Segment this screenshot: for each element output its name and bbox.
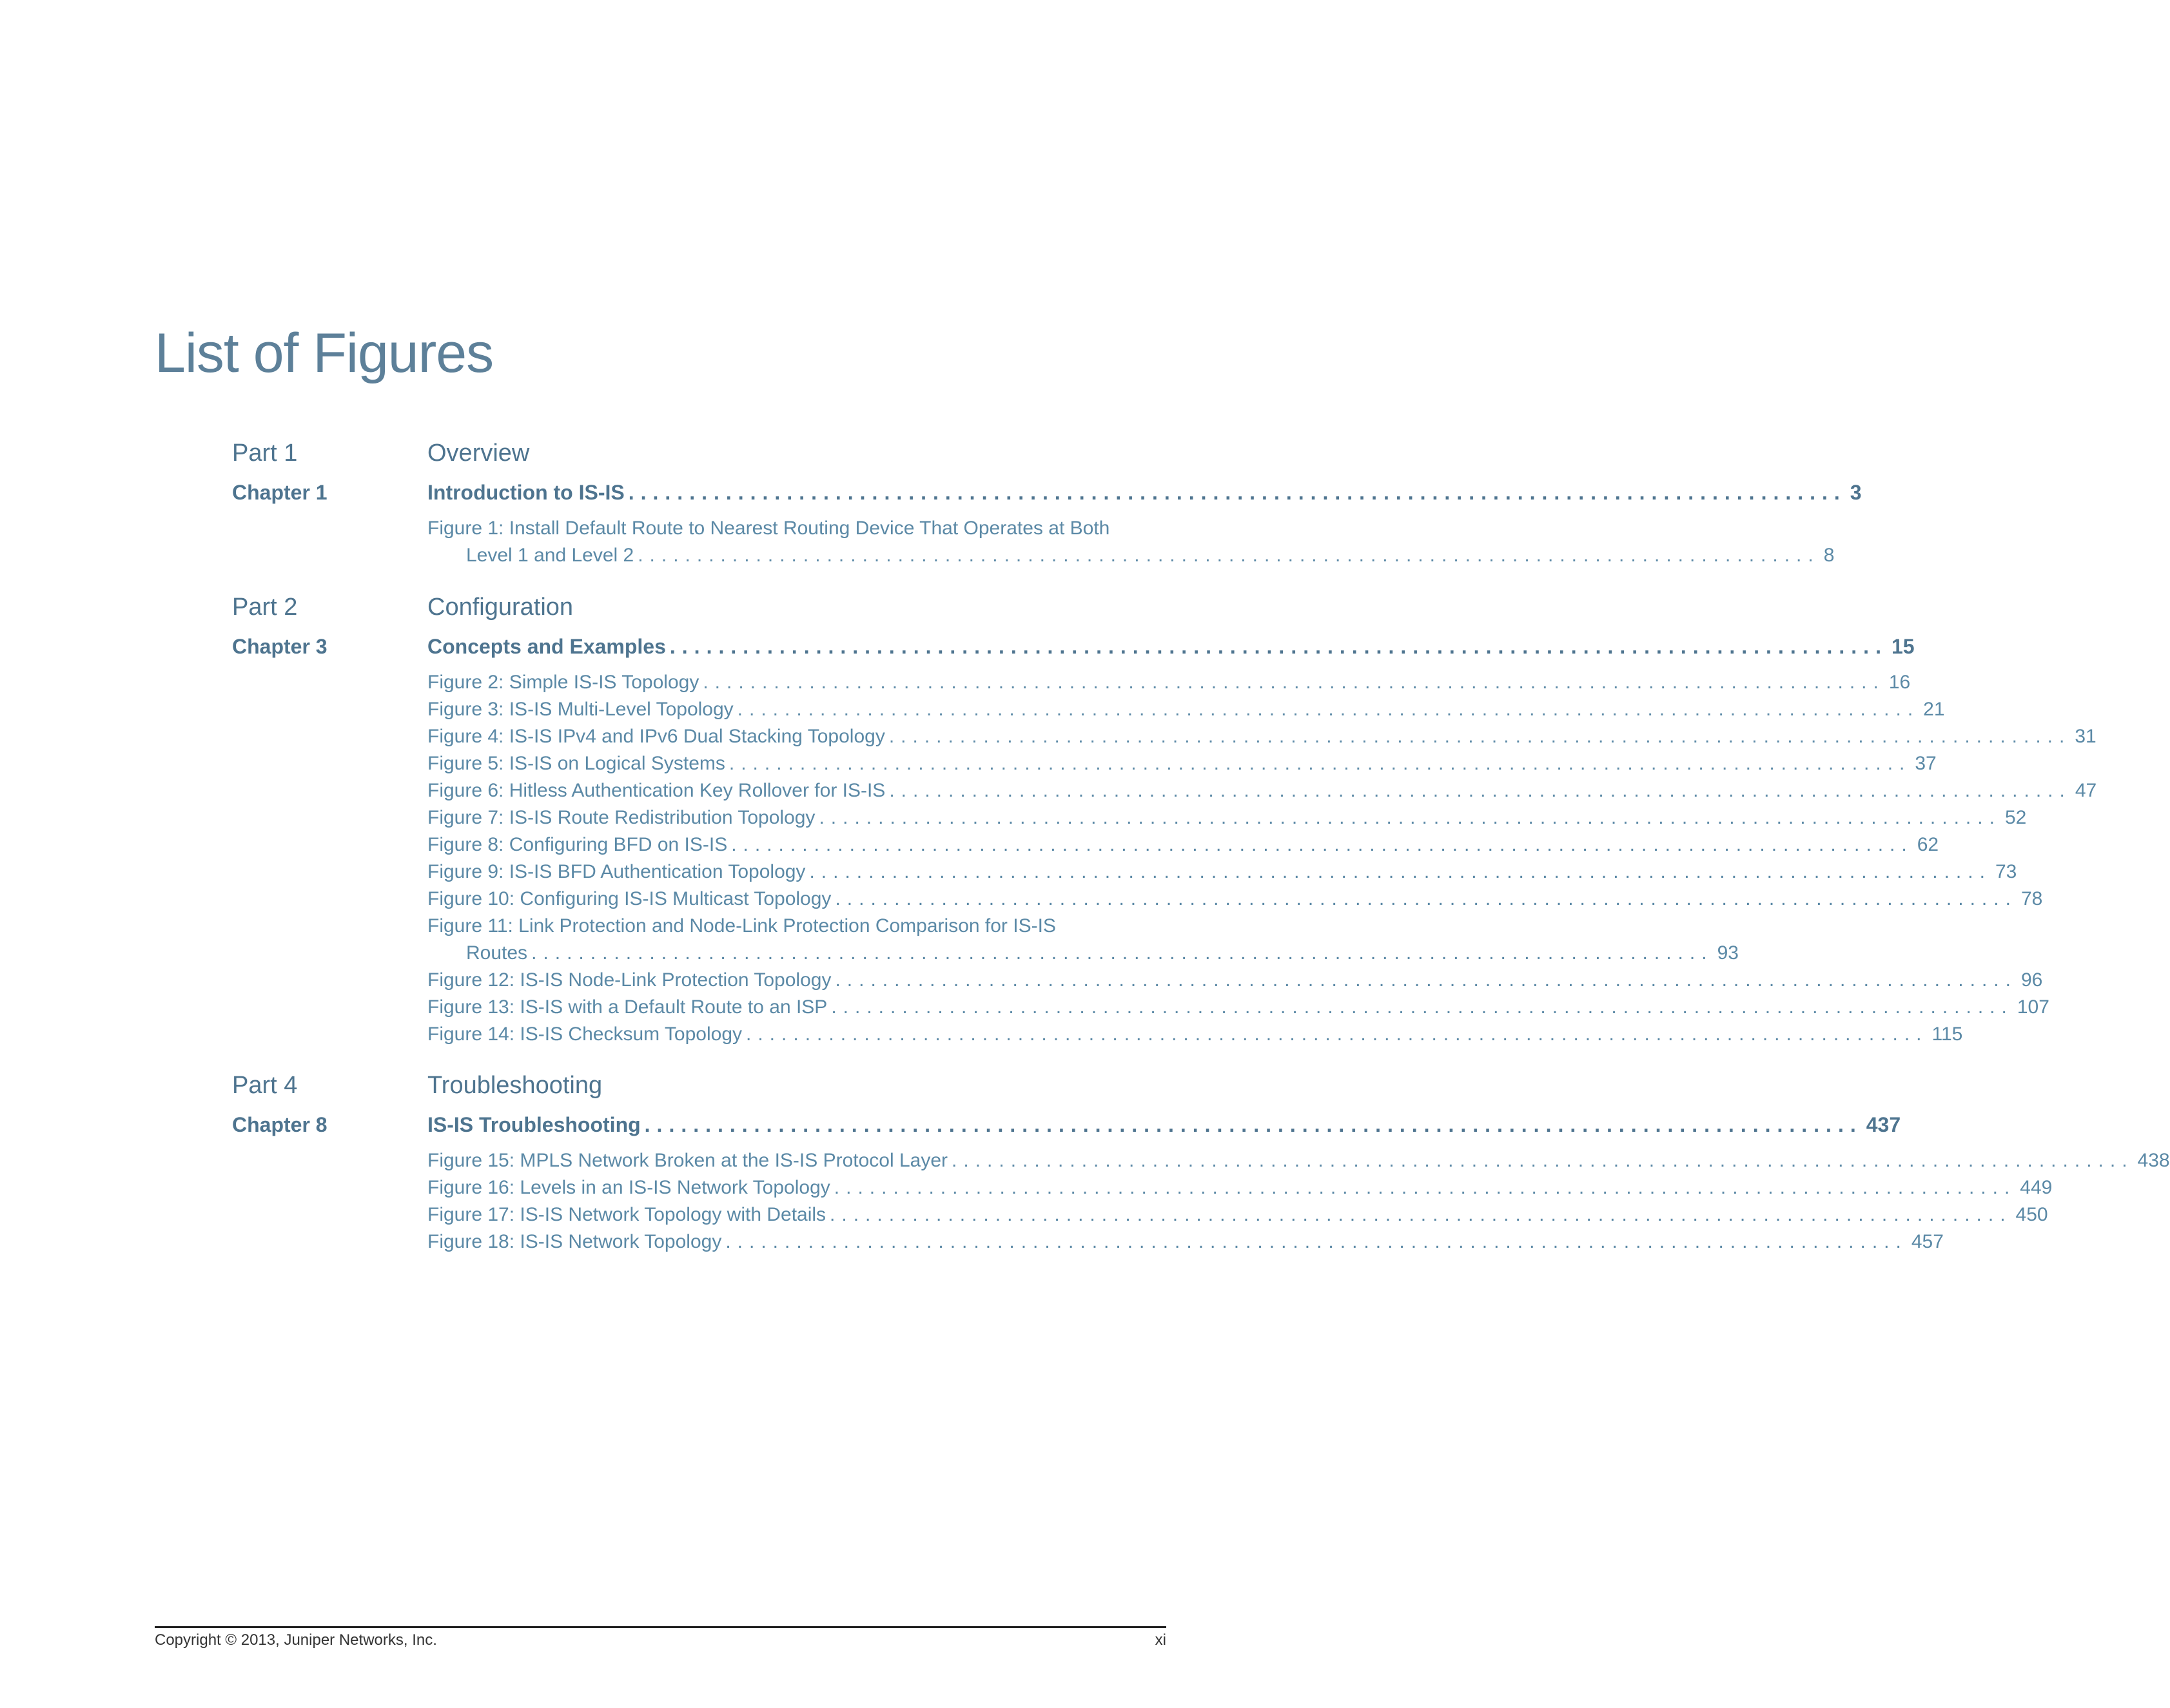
page-number: 15 (1891, 635, 1915, 658)
toc-entry-figure[interactable] (427, 1204, 2048, 1225)
part-label: Part 4 (232, 1072, 298, 1099)
toc-entry-figure[interactable] (427, 726, 2097, 747)
dot-leader: .................................................................................................... (703, 672, 1885, 693)
figure-label: Figure 6: Hitless Authentication Key Rollover for IS-IS (427, 780, 886, 801)
figure-label: Figure 13: IS-IS with a Default Route to an ISP (427, 996, 828, 1018)
toc-entry-figure[interactable] (427, 753, 1937, 774)
page-number: 115 (1931, 1024, 1963, 1045)
page-number: 438 (2137, 1150, 2170, 1171)
figure-label: Figure 16: Levels in an IS-IS Network Topology (427, 1177, 830, 1198)
dot-leader: .................................................................................................... (746, 1024, 1928, 1045)
toc-entry-figure[interactable] (427, 699, 1945, 720)
page-number: 21 (1923, 699, 1945, 720)
toc-entry-figure[interactable] (427, 807, 2027, 828)
page-number: 450 (2015, 1204, 2048, 1225)
page-number: 107 (2017, 996, 2049, 1018)
footer-rule (155, 1626, 1166, 1628)
figure-label: Figure 12: IS-IS Node-Link Protection Topology (427, 969, 832, 991)
footer-copyright: Copyright © 2013, Juniper Networks, Inc. (155, 1631, 437, 1649)
dot-leader: .................................................................................................... (819, 807, 2001, 828)
dot-leader: .................................................................................................... (834, 1177, 2017, 1198)
dot-leader: .................................................................................................... (835, 888, 2017, 909)
page-number: 37 (1915, 753, 1937, 774)
dot-leader: .................................................................................................... (952, 1150, 2134, 1171)
part-label: Part 1 (232, 440, 298, 467)
dot-leader: .................................................................................................... (638, 545, 1820, 566)
figure-entry-line1[interactable]: Figure 1: Install Default Route to Nearest Routing Device That Operates at Both (427, 518, 1110, 539)
part-title: Troubleshooting (427, 1072, 603, 1099)
figure-label: Figure 2: Simple IS-IS Topology (427, 672, 699, 693)
dot-leader: .................................................................................................... (669, 635, 1888, 658)
toc-entry-figure[interactable] (427, 1231, 1944, 1252)
dot-leader: .................................................................................................... (737, 699, 1920, 720)
dot-leader: .................................................................................................... (835, 969, 2017, 991)
page-number: 52 (2004, 807, 2027, 828)
part-title: Overview (427, 440, 530, 467)
dot-leader: .................................................................................................... (830, 1204, 2012, 1225)
toc-entry-figure[interactable] (427, 834, 1939, 855)
figure-label: Figure 14: IS-IS Checksum Topology (427, 1024, 743, 1045)
page-number: 3 (1850, 481, 1862, 504)
dot-leader: .................................................................................................... (831, 996, 2013, 1018)
figure-label: Figure 17: IS-IS Network Topology with Details (427, 1204, 826, 1225)
dot-leader: .................................................................................................... (889, 780, 2071, 801)
part-label: Part 2 (232, 594, 298, 621)
dot-leader: .................................................................................................... (644, 1113, 1862, 1136)
page-title: List of Figures (155, 322, 494, 384)
toc-entry-figure[interactable] (466, 545, 1835, 566)
page-number: 8 (1823, 545, 1835, 566)
footer-page-number: xi (1155, 1631, 1166, 1649)
dot-leader: .................................................................................................... (725, 1231, 1908, 1252)
chapter-title: Introduction to IS-IS (427, 481, 625, 504)
page-number: 73 (1995, 861, 2017, 882)
page-number: 16 (1888, 672, 1911, 693)
toc-entry-figure[interactable] (427, 1024, 1963, 1045)
figure-label: Figure 15: MPLS Network Broken at the IS-IS Protocol Layer (427, 1150, 948, 1171)
toc-entry-figure[interactable] (427, 1150, 2170, 1171)
chapter-title: Concepts and Examples (427, 635, 666, 658)
figure-label: Level 1 and Level 2 (466, 545, 634, 566)
dot-leader: .................................................................................................... (728, 753, 1911, 774)
chapter-label: Chapter 8 (232, 1113, 327, 1136)
figure-label: Figure 9: IS-IS BFD Authentication Topology (427, 861, 806, 882)
dot-leader: .................................................................................................... (531, 942, 1714, 964)
chapter-title: IS-IS Troubleshooting (427, 1113, 641, 1136)
figure-label: Figure 7: IS-IS Route Redistribution Topology (427, 807, 816, 828)
chapter-label: Chapter 1 (232, 481, 327, 504)
toc-entry-figure[interactable] (427, 996, 2049, 1018)
toc-entry-chapter[interactable] (427, 635, 1915, 658)
dot-leader: .................................................................................................... (888, 726, 2071, 747)
figure-label: Routes (466, 942, 528, 964)
page-number: 93 (1717, 942, 1739, 964)
toc-entry-chapter[interactable] (427, 481, 1862, 504)
toc-entry-figure[interactable] (427, 861, 2017, 882)
chapter-label: Chapter 3 (232, 635, 327, 658)
figure-label: Figure 5: IS-IS on Logical Systems (427, 753, 725, 774)
page-number: 31 (2075, 726, 2097, 747)
figure-label: Figure 18: IS-IS Network Topology (427, 1231, 722, 1252)
figure-label: Figure 3: IS-IS Multi-Level Topology (427, 699, 734, 720)
dot-leader: .................................................................................................... (731, 834, 1913, 855)
page-number: 78 (2020, 888, 2043, 909)
figure-label: Figure 4: IS-IS IPv4 and IPv6 Dual Stacking Topology (427, 726, 885, 747)
figure-label: Figure 8: Configuring BFD on IS-IS (427, 834, 728, 855)
dot-leader: .................................................................................................... (628, 481, 1846, 504)
page-number: 47 (2075, 780, 2097, 801)
page-number: 62 (1917, 834, 1939, 855)
page-number: 437 (1866, 1113, 1901, 1136)
toc-entry-figure[interactable] (427, 1177, 2053, 1198)
dot-leader: .................................................................................................... (809, 861, 1991, 882)
toc-entry-figure[interactable] (427, 969, 2043, 991)
page-number: 457 (1911, 1231, 1944, 1252)
toc-entry-figure[interactable] (427, 888, 2043, 909)
toc-entry-figure[interactable] (427, 672, 1911, 693)
toc-entry-chapter[interactable] (427, 1113, 1901, 1136)
part-title: Configuration (427, 594, 574, 621)
toc-entry-figure[interactable] (427, 780, 2097, 801)
figure-label: Figure 10: Configuring IS-IS Multicast Topology (427, 888, 832, 909)
page-number: 449 (2020, 1177, 2053, 1198)
page-number: 96 (2020, 969, 2043, 991)
toc-entry-figure[interactable] (466, 942, 1739, 964)
figure-entry-line1[interactable]: Figure 11: Link Protection and Node-Link Protection Comparison for IS-IS (427, 915, 1056, 936)
